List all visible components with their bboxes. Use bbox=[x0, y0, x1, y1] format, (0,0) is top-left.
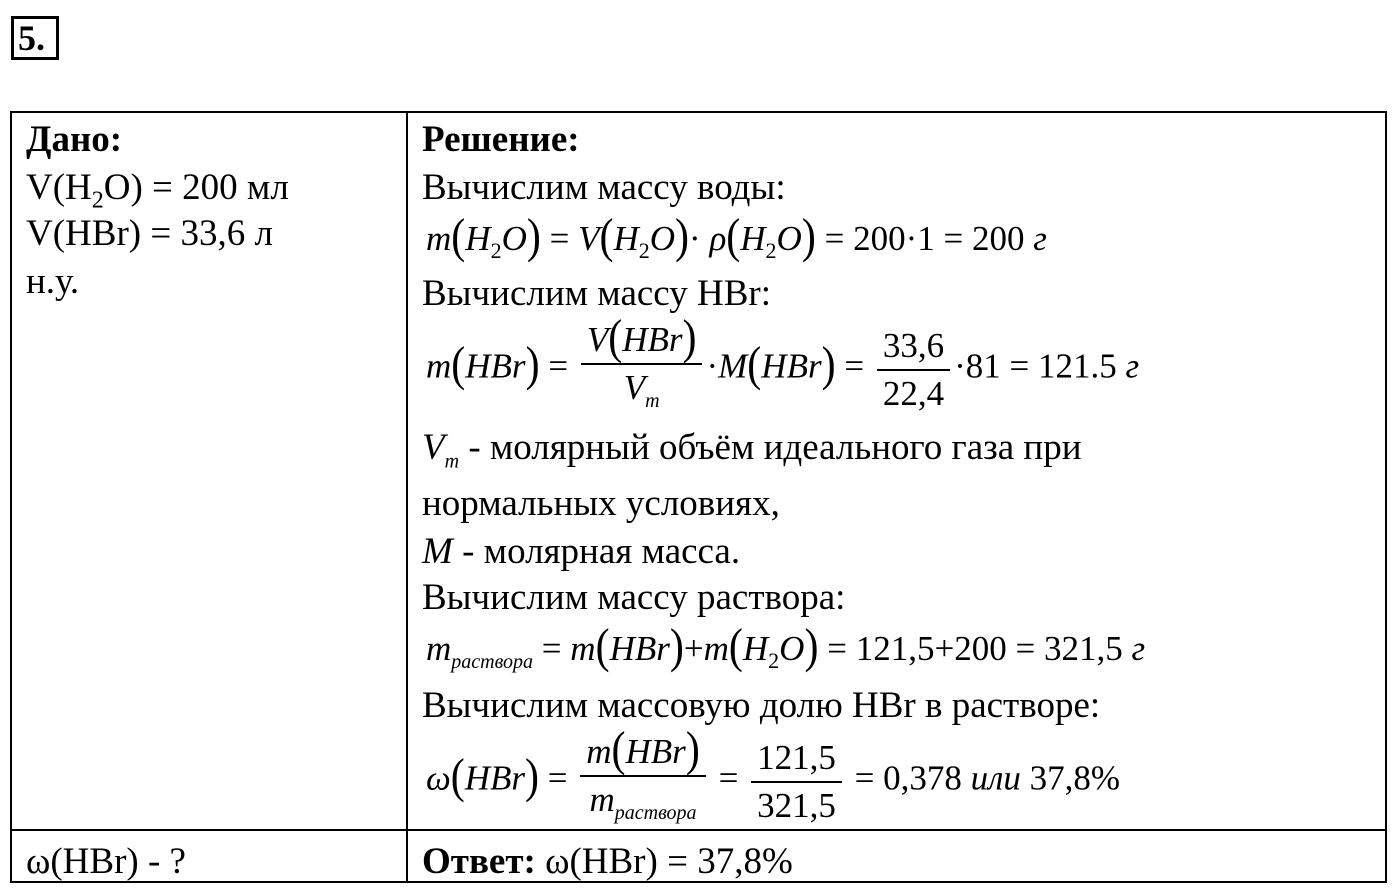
note-molar-volume: $V_m$ - молярный объём идеального газа при bbox=[422, 427, 1082, 473]
fraction-volume-over-molar-volume: $\frac{\text{V(HBr)}}{V_m}$ bbox=[581, 319, 703, 420]
answer-label: Ответ: bbox=[422, 841, 536, 882]
task-number: 5. bbox=[11, 16, 59, 60]
solution-table bbox=[10, 111, 1387, 883]
equation-hbr-mass: m(HBr) = $\frac{\text{V(HBr)}}{V_m}$ ·M(HBr) = $\frac{33,6}{22,4}$ ·81 = 121.5 г bbox=[426, 319, 1139, 420]
answer bbox=[422, 841, 793, 883]
given-header: Дано: bbox=[26, 119, 123, 160]
step-solution-mass: Вычислим массу раствора: bbox=[422, 577, 846, 618]
solution-header: Решение: bbox=[422, 119, 580, 160]
equation-solution-mass: $m_{раствора} = m(HBr)+m(H_2O) = 121,5+200 = 321,5$ г bbox=[426, 620, 1146, 674]
find-label: ω(HBr) - ? bbox=[26, 841, 186, 882]
column-divider bbox=[406, 113, 408, 881]
fraction-numeric-masses: $\frac{121,5}{321,5}$ bbox=[751, 739, 842, 825]
fraction-mass-ratio: $\frac{\text{m(HBr)}}{m_{раствора}}$ bbox=[580, 731, 706, 832]
equation-water-mass: $m(H_2O) = V(H_2O)\cdot \rho(H_2O) = 200\cdot 1 = 200$ г bbox=[426, 210, 1047, 264]
step-water-mass: Вычислим массу воды: bbox=[422, 167, 786, 208]
step-mass-fraction: Вычислим массовую долю HBr в растворе: bbox=[422, 685, 1101, 726]
step-hbr-mass: Вычислим массу HBr: bbox=[422, 273, 771, 314]
given-conditions: н.у. bbox=[26, 261, 80, 302]
given-water-volume: $V(H_2O) = 200$ мл bbox=[26, 167, 289, 214]
note-molar-volume-cont: нормальных условиях, bbox=[422, 483, 780, 524]
answer-value: ω(HBr) = 37,8% bbox=[545, 841, 793, 882]
fraction-numeric-volumes: $\frac{33,6}{22,4}$ bbox=[877, 327, 950, 413]
given-hbr-volume: V(HBr) = 33,6 л bbox=[26, 213, 273, 254]
note-molar-mass: M - молярная масса. bbox=[422, 531, 741, 572]
equation-mass-fraction: ω(HBr) = $\frac{\text{m(HBr)}}{m_{раствора}}$ = $\frac{121,5}{321,5}$ = 0,378 или 37,8% bbox=[426, 731, 1120, 832]
